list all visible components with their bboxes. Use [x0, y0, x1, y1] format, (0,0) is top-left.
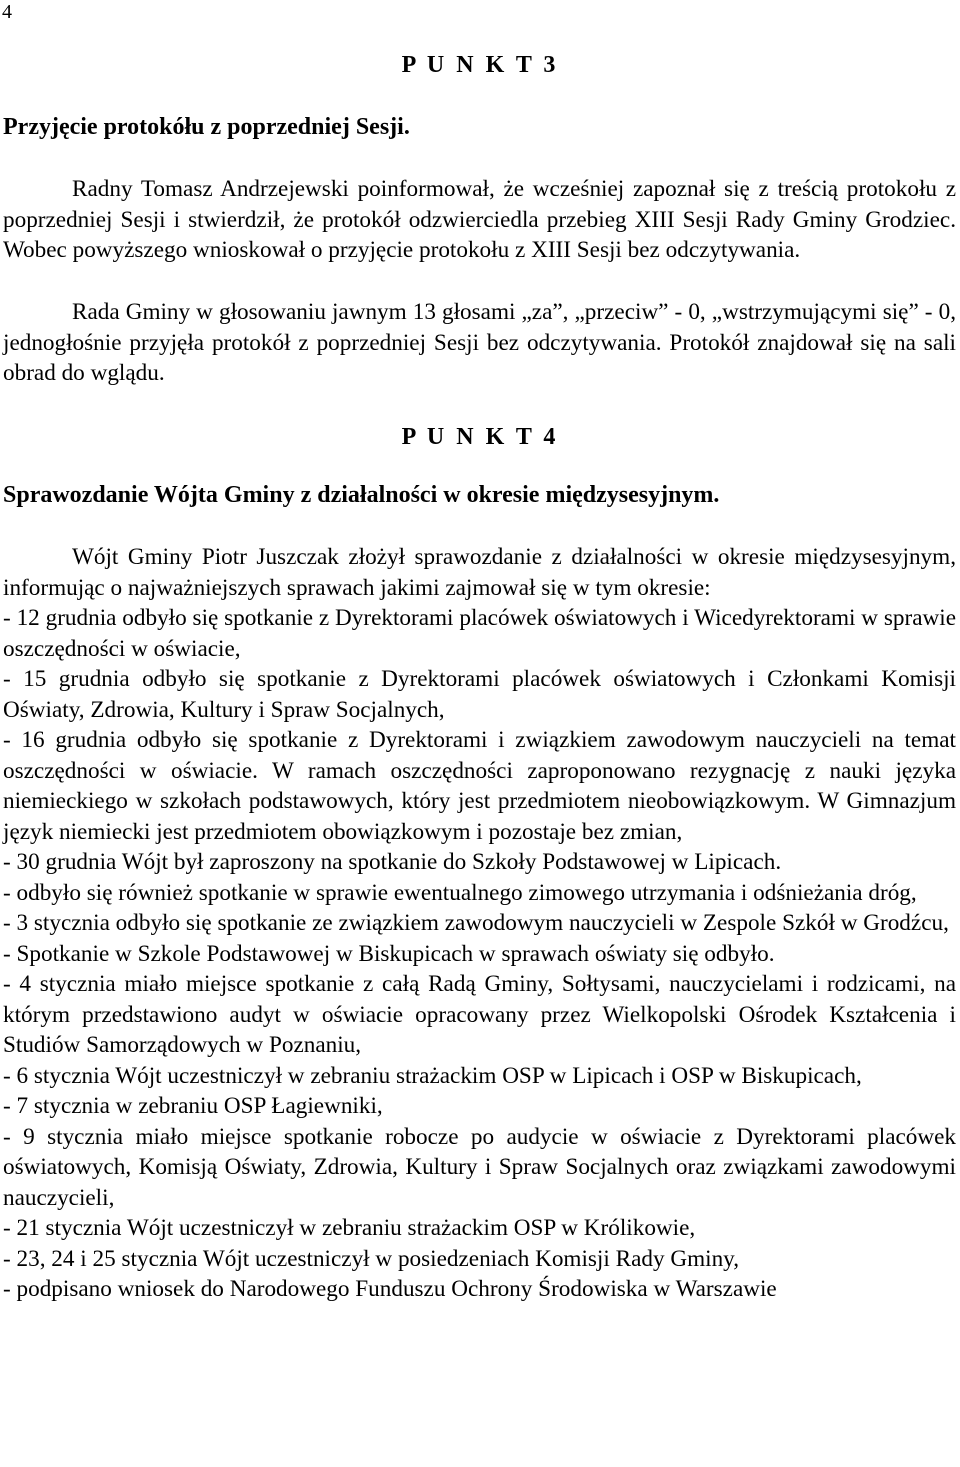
list-item: - podpisano wniosek do Narodowego Funduszu Ochrony Środowiska w Warszawie [3, 1276, 777, 1302]
list-item: - 9 stycznia miało miejsce spotkanie robocze po audycie w oświacie z Dyrektorami placówek oświatowych, Komisją Oświaty, Zdrowia, Kultury i Spraw Socjalnych oraz związkami zawodowymi nauczycieli, [3, 1123, 956, 1211]
list-item: - 4 stycznia miało miejsce spotkanie z całą Radą Gminy, Sołtysami, nauczycielami i rodzicami, na którym przedstawiono audyt w oświacie opracowany przez Wielkopolski Ośrodek Kształcenia i Studiów Samorządowych w Poznaniu, [3, 971, 956, 1058]
list-item: - odbyło się również spotkanie w sprawie ewentualnego zimowego utrzymania i odśnieżania dróg, [3, 879, 917, 906]
punkt-3-heading: P U N K T 3 [401, 52, 559, 78]
list-item: - 15 grudnia odbyło się spotkanie z Dyrektorami placówek oświatowych i Członkami Komisji Oświaty, Zdrowia, Kultury i Spraw Socjalnych, [3, 666, 956, 723]
list-item: - Spotkanie w Szkole Podstawowej w Biskupicach w sprawach oświaty się odbyło. [3, 940, 775, 967]
paragraph-text: Radny Tomasz Andrzejewski poinformował, że wcześniej zapoznał się z treścią protokołu z poprzedniej Sesji i stwierdził, że protokół odzwierciedla przebieg XIII Sesji Rady Gminy Grodziec. Wobec powyższego wnioskował o przyjęcie protokołu z XIII Sesji bez odczytywania. [3, 176, 956, 263]
paragraph-text: Rada Gminy w głosowaniu jawnym 13 głosami „za”, „przeciw” - 0, „wstrzymującymi się” - 0, jednogłośnie przyjęła protokół z poprzedniej Sesji bez odczytywania. Protokół znajdował się na sali obrad do wglądu. [3, 299, 956, 386]
list-item: - 6 stycznia Wójt uczestniczył w zebraniu strażackim OSP w Lipicach i OSP w Biskupicach, [3, 1062, 862, 1089]
list-item: - 30 grudnia Wójt był zaproszony na spotkanie do Szkoły Podstawowej w Lipicach. [3, 849, 782, 875]
punkt-4-title: Sprawozdanie Wójta Gminy z działalności w okresie międzysesyjnym. [3, 482, 720, 508]
list-item: - 23, 24 i 25 stycznia Wójt uczestniczył w posiedzeniach Komisji Rady Gminy, [3, 1245, 740, 1272]
punkt-4-intro: Wójt Gminy Piotr Juszczak złożył sprawozdanie z działalności w okresie międzysesyjnym, informując o najważniejszych sprawach jakimi zajmował się w tym okresie: [3, 544, 956, 601]
page-number: 4 [2, 1, 12, 23]
list-item: - 7 stycznia w zebraniu OSP Łagiewniki, [3, 1093, 383, 1119]
list-item: - 3 stycznia odbyło się spotkanie ze związkiem zawodowym nauczycieli w Zespole Szkół w Grodźcu, [3, 910, 949, 936]
punkt-3-paragraph-1 [3, 174, 956, 266]
list-item: - 16 grudnia odbyło się spotkanie z Dyrektorami i związkiem zawodowym nauczycieli na temat oszczędności w oświacie. W ramach oszczędności zaproponowano rezygnację z nauki języka niemieckiego w szkołach podstawowych, który jest przedmiotem nieobowiązkowym. W Gimnazjum język niemiecki jest przedmiotem obowiązkowym i pozostaje bez zmian, [3, 727, 956, 845]
punkt-4-body [3, 542, 956, 1305]
punkt-3-title: Przyjęcie protokółu z poprzedniej Sesji. [3, 114, 410, 140]
list-item: - 21 stycznia Wójt uczestniczył w zebraniu strażackim OSP w Królikowie, [3, 1215, 696, 1241]
punkt-3-paragraph-2 [3, 297, 956, 389]
punkt-4-heading: P U N K T 4 [401, 424, 559, 450]
list-item: - 12 grudnia odbyło się spotkanie z Dyrektorami placówek oświatowych i Wicedyrektorami w sprawie oszczędności w oświacie, [3, 605, 956, 662]
